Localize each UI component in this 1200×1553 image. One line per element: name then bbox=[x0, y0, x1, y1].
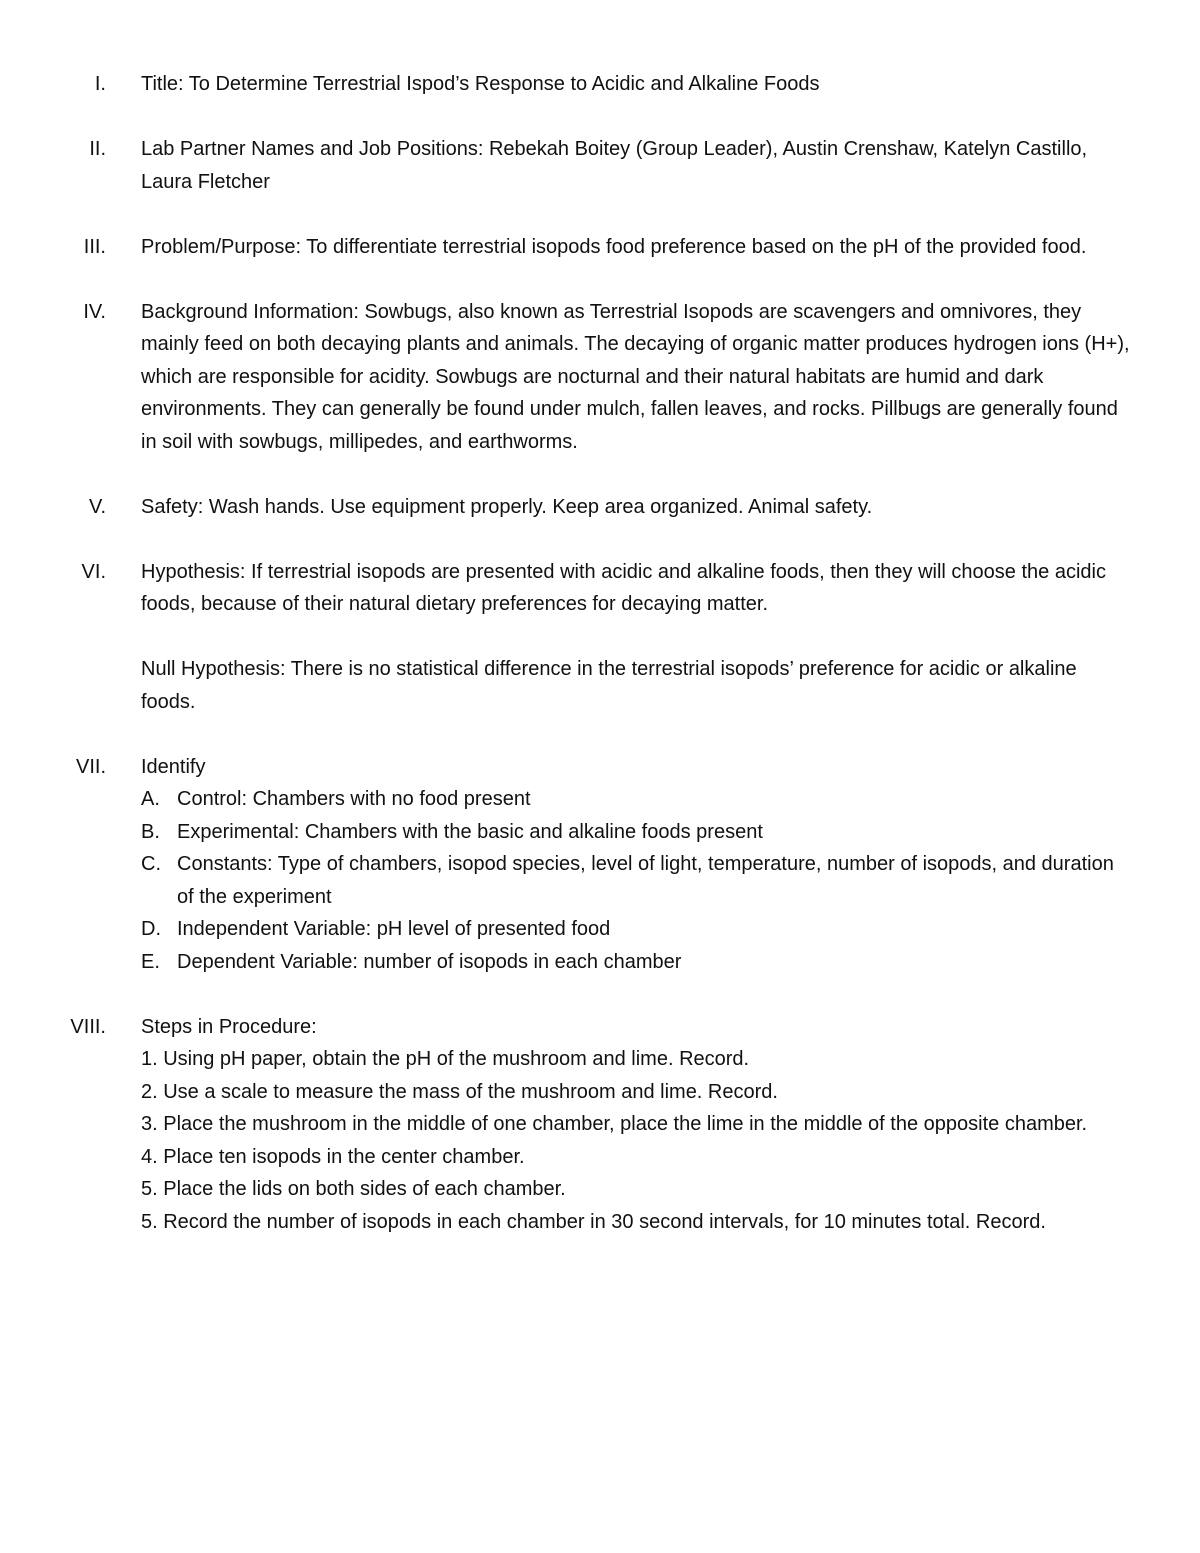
background-text: Background Information: Sowbugs, also known as Terrestrial Isopods are scavengers and omnivores, they mainly feed on both decaying plants and animals. The decaying of organic matter produces hydrogen ions (H+), which are responsible for acidity. Sowbugs are nocturnal and their natural habitats are humid and dark environments. They can generally be found under mulch, fallen leaves, and rocks. Pillbugs are generally found in soil with sowbugs, millipedes, and earthworms. bbox=[141, 300, 1130, 453]
identify-heading: Identify bbox=[141, 755, 206, 778]
identify-list bbox=[141, 783, 1131, 978]
section-background bbox=[0, 296, 1200, 459]
section-numeral: II. bbox=[89, 138, 106, 160]
list-letter: B. bbox=[141, 820, 160, 843]
section-numeral: IV. bbox=[83, 300, 106, 323]
list-letter: D. bbox=[141, 918, 161, 940]
hypothesis-text: Hypothesis: If terrestrial isopods are presented with acidic and alkaline foods, then they will choose the acidic foods, because of their natural dietary preferences for decaying matter. bbox=[141, 560, 1106, 615]
hypothesis-block bbox=[141, 556, 1131, 719]
identify-block bbox=[141, 751, 1131, 979]
document-page bbox=[0, 68, 1200, 1271]
list-item bbox=[141, 946, 1131, 979]
list-item bbox=[141, 816, 1131, 849]
null-hypothesis-text: Null Hypothesis: There is no statistical difference in the terrestrial isopods’ preference for acidic or alkaline foods. bbox=[141, 658, 1077, 713]
list-item bbox=[141, 913, 1131, 946]
title-text: Title: To Determine Terrestrial Ispod’s Response to Acidic and Alkaline Foods bbox=[141, 73, 820, 95]
section-title bbox=[0, 68, 1200, 101]
procedure-step: 1. Using pH paper, obtain the pH of the mushroom and lime. Record. bbox=[141, 1048, 750, 1070]
independent-variable-text: Independent Variable: pH level of presented food bbox=[177, 918, 611, 940]
safety-text: Safety: Wash hands. Use equipment properly. Keep area organized. Animal safety. bbox=[141, 495, 873, 518]
section-numeral: VIII. bbox=[70, 1015, 106, 1038]
list-item bbox=[141, 783, 1131, 816]
section-lab-partners bbox=[0, 133, 1200, 198]
list-letter: A. bbox=[141, 788, 160, 810]
list-item bbox=[141, 848, 1131, 913]
section-numeral: V. bbox=[88, 495, 106, 518]
procedure-step: 3. Place the mushroom in the middle of one chamber, place the lime in the middle of the opposite chamber. bbox=[141, 1113, 1088, 1135]
procedure-step: 5. Place the lids on both sides of each chamber. bbox=[141, 1178, 566, 1200]
procedure-step: 2. Use a scale to measure the mass of the mushroom and lime. Record. bbox=[141, 1080, 778, 1103]
control-text: Control: Chambers with no food present bbox=[177, 788, 531, 810]
procedure-step: 5. Record the number of isopods in each chamber in 30 second intervals, for 10 minutes total. Record. bbox=[141, 1210, 1046, 1233]
problem-purpose-text: Problem/Purpose: To differentiate terrestrial isopods food preference based on the pH of the provided food. bbox=[141, 235, 1087, 258]
constants-text: Constants: Type of chambers, isopod species, level of light, temperature, number of isopods, and duration of the experiment bbox=[177, 853, 1114, 908]
section-numeral: VII. bbox=[75, 755, 106, 778]
procedure-step: 4. Place ten isopods in the center chamber. bbox=[141, 1145, 525, 1168]
section-numeral: III. bbox=[83, 235, 106, 258]
section-problem-purpose bbox=[0, 231, 1200, 264]
dependent-variable-text: Dependent Variable: number of isopods in each chamber bbox=[177, 950, 682, 973]
list-letter: E. bbox=[141, 950, 160, 973]
procedure-block bbox=[141, 1011, 1131, 1239]
experimental-text: Experimental: Chambers with the basic and alkaline foods present bbox=[177, 820, 763, 843]
section-numeral: VI. bbox=[81, 560, 106, 583]
section-identify bbox=[0, 751, 1200, 979]
procedure-heading: Steps in Procedure: bbox=[141, 1015, 317, 1038]
list-letter: C. bbox=[141, 853, 161, 875]
section-hypothesis bbox=[0, 556, 1200, 719]
section-numeral: I. bbox=[94, 73, 106, 95]
lab-partners-text: Lab Partner Names and Job Positions: Rebekah Boitey (Group Leader), Austin Crenshaw, Katelyn Castillo, Laura Fletcher bbox=[141, 138, 1088, 193]
section-procedure bbox=[0, 1011, 1200, 1239]
section-safety bbox=[0, 491, 1200, 524]
